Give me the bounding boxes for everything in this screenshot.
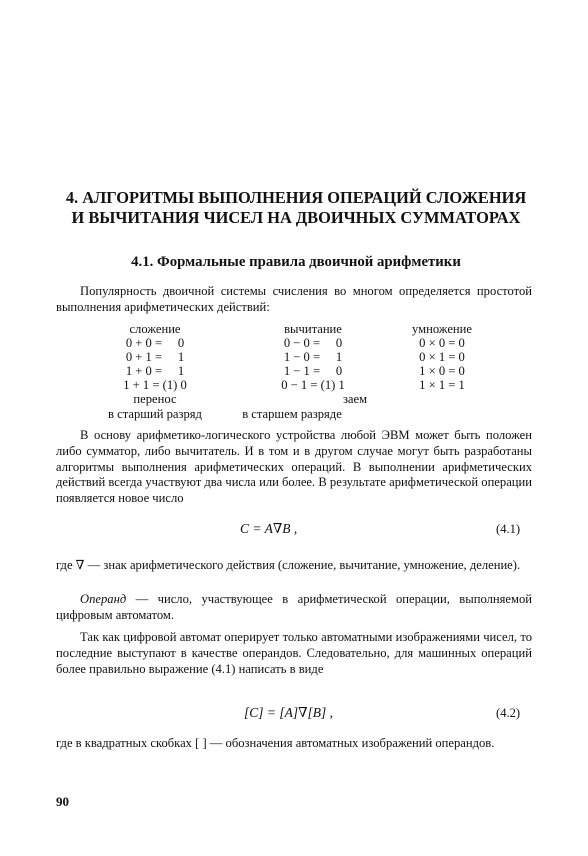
formula-4-1-number: (4.1) — [496, 522, 521, 536]
subtraction-row: 1 − 0 = 1 — [283, 350, 343, 364]
chapter-title-line1: 4. АЛГОРИТМЫ ВЫПОЛНЕНИЯ ОПЕРАЦИЙ СЛОЖЕНИЯ — [65, 188, 527, 207]
subtraction-header: вычитание — [284, 322, 342, 336]
formula-4-2-number: (4.2) — [496, 706, 521, 720]
formula-4-2: [C] = [A]∇[B] , — [244, 705, 334, 720]
addition-row: 1 + 1 = (1) 0 — [123, 378, 187, 392]
intro-paragraph: Популярность двоичной системы счисления во многом определяется простотой выполнения арифметических действий: — [56, 284, 532, 314]
addition-note-carry: перенос — [133, 392, 177, 406]
addition-row: 0 + 1 = 1 — [125, 350, 185, 364]
multiplication-column — [392, 322, 492, 392]
addition-row: 1 + 0 = 1 — [125, 364, 185, 378]
addition-row: 0 + 0 = 0 — [125, 336, 185, 350]
addition-note-line2: в старший разряд — [108, 407, 202, 421]
addition-column — [90, 322, 220, 406]
subtraction-column — [248, 322, 378, 406]
subtraction-note-line2: в старшем разряде — [242, 407, 342, 421]
paragraph-brackets: где в квадратных скобках [ ] — обозначения автоматных изображений операндов. — [56, 736, 495, 750]
paragraph-sign-definition: где ∇ — знак арифметического действия (сложение, вычитание, умножение, деление). — [56, 558, 521, 572]
operand-definition-text: — число, участвующее в арифметической операции, выполняемой цифровым автоматом. — [56, 592, 532, 622]
multiplication-row: 0 × 1 = 0 — [419, 350, 465, 364]
addition-header: сложение — [129, 322, 181, 336]
chapter-title-line2: И ВЫЧИТАНИЯ ЧИСЕЛ НА ДВОИЧНЫХ СУММАТОРАХ — [71, 208, 521, 227]
multiplication-header: умножение — [411, 322, 473, 336]
multiplication-row: 1 × 0 = 0 — [419, 364, 465, 378]
subtraction-note-borrow: заем — [342, 392, 368, 406]
paragraph-operand-definition — [56, 592, 532, 624]
chapter-title — [40, 188, 552, 228]
subtraction-row: 0 − 0 = 0 — [283, 336, 343, 350]
paragraph-alu: В основу арифметико-логического устройства любой ЭВМ может быть положен либо сумматор, либо вычитатель. И в том и в другом случае могут быть разработаны алгоритмы выполнения арифметических операций. В выполнении арифметических действий всегда участвуют два числа или более. В результате арифметической операции появляется новое число — [56, 428, 532, 506]
section-title: 4.1. Формальные правила двоичной арифметики — [131, 254, 461, 270]
subtraction-row: 1 − 1 = 0 — [283, 364, 343, 378]
formula-4-1: C = A∇B , — [240, 521, 298, 536]
subtraction-row: 0 − 1 = (1) 1 — [281, 378, 345, 392]
operand-term: Операнд — [80, 592, 127, 606]
paragraph-automaton: Так как цифровой автомат оперирует только автоматными изображениями чисел, то последние выступают в качестве операндов. Следовательно, для машинных операций более правильно выражение (4.1) написать в виде — [56, 630, 532, 676]
multiplication-row: 1 × 1 = 1 — [419, 378, 465, 392]
multiplication-row: 0 × 0 = 0 — [419, 336, 465, 350]
page-number: 90 — [56, 794, 69, 809]
